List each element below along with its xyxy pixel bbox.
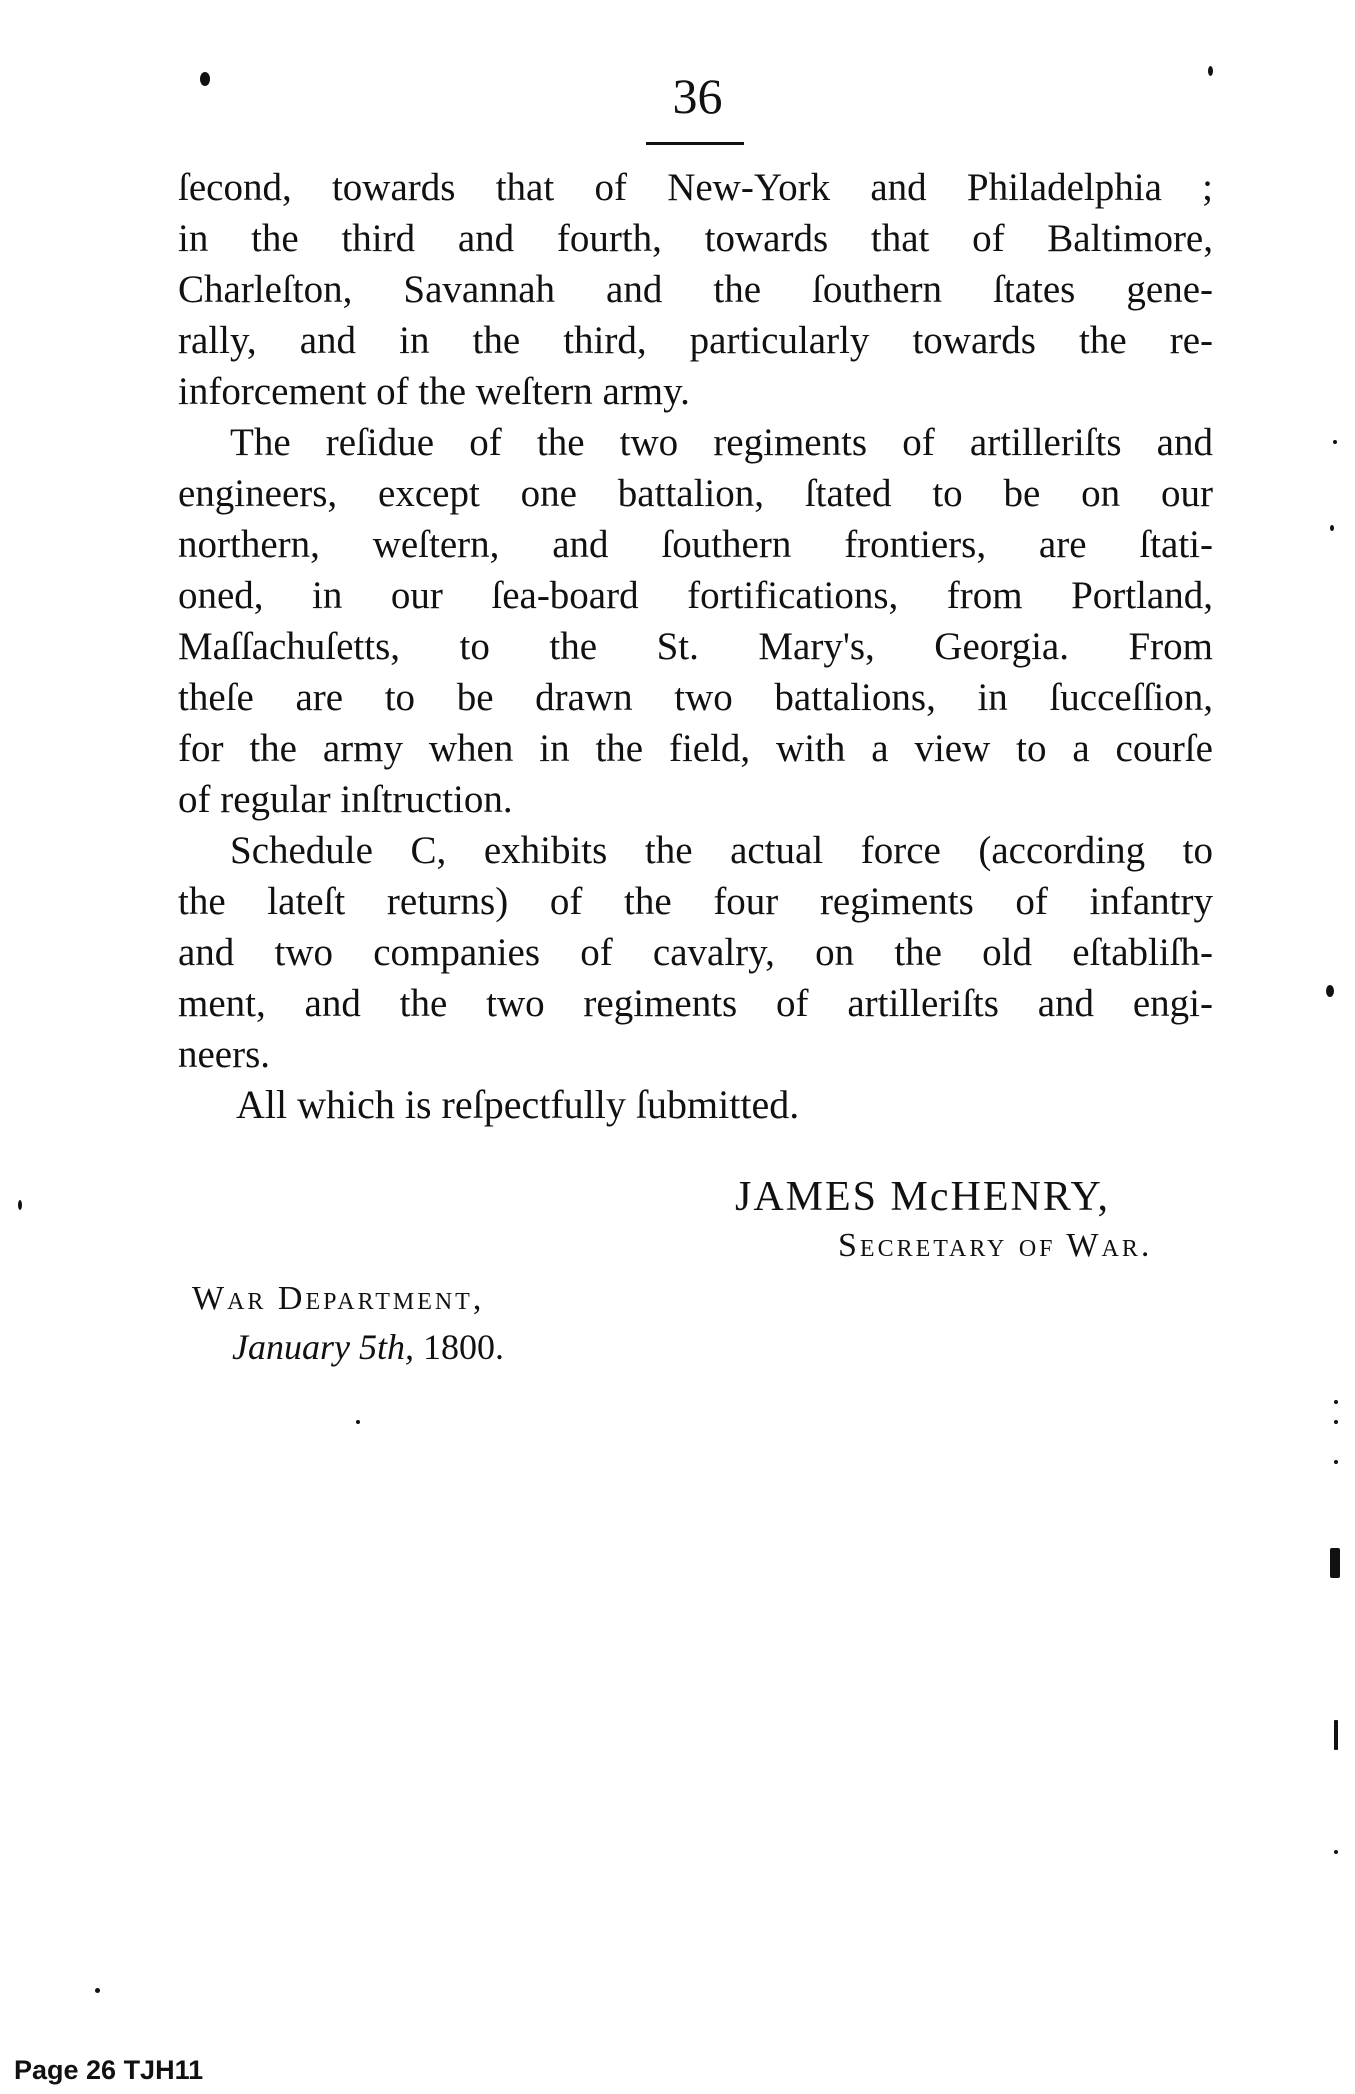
text-line: northern, weſtern, and ſouthern frontiers, are ſtati- xyxy=(178,523,1213,566)
text-line: rally, and in the third, particularly towards the re- xyxy=(178,319,1213,362)
scan-speck xyxy=(1330,525,1334,531)
dateline-department: War Department, xyxy=(192,1280,485,1317)
scan-speck xyxy=(1334,1850,1338,1854)
page-number-rule xyxy=(646,142,744,145)
text-line: and two companies of cavalry, on the old eſtabliſh- xyxy=(178,931,1213,974)
body-text xyxy=(178,162,1213,1080)
signature-title: Secretary of War. xyxy=(838,1227,1153,1264)
scan-speck xyxy=(18,1200,22,1210)
scan-speck xyxy=(1334,1420,1338,1424)
scan-speck xyxy=(1334,1400,1338,1404)
text-line: the lateſt returns) of the four regiments of infantry xyxy=(178,880,1213,923)
scan-speck xyxy=(95,1988,100,1993)
text-line: ment, and the two regiments of artilleriſts and engi- xyxy=(178,982,1213,1025)
text-line: Schedule C, exhibits the actual force (according to xyxy=(230,829,1213,872)
text-line: for the army when in the field, with a view to a courſe xyxy=(178,727,1213,770)
text-line: oned, in our ſea-board fortifications, from Portland, xyxy=(178,574,1213,617)
text-line: of regular inſtruction. xyxy=(178,778,513,821)
dateline-day: January 5th, xyxy=(232,1327,414,1367)
text-line: ſecond, towards that of New-York and Philadelphia ; xyxy=(178,166,1213,209)
paragraph-schedule xyxy=(178,825,1213,1080)
scan-speck xyxy=(1208,66,1213,76)
paragraph-residue xyxy=(178,417,1213,825)
text-line: Charleſton, Savannah and the ſouthern ſtates gene- xyxy=(178,268,1213,311)
dateline-date xyxy=(232,1324,504,1370)
paragraph-continued xyxy=(178,162,1213,417)
text-line: Maſſachuſetts, to the St. Mary's, Georgia. From xyxy=(178,625,1213,668)
text-line: engineers, except one battalion, ſtated to be on our xyxy=(178,472,1213,515)
scan-speck xyxy=(356,1420,360,1424)
scan-speck xyxy=(1333,440,1337,444)
text-line: in the third and fourth, towards that of Baltimore, xyxy=(178,217,1213,260)
text-line: inforcement of the weſtern army. xyxy=(178,370,690,413)
dateline-year: 1800. xyxy=(422,1327,504,1367)
closing-line: All which is reſpectfully ſubmitted. xyxy=(236,1082,800,1127)
scan-speck xyxy=(1334,1720,1338,1750)
page-footer-label: Page 26 TJH11 xyxy=(14,2055,204,2085)
text-line: theſe are to be drawn two battalions, in ſucceſſion, xyxy=(178,676,1213,719)
scan-speck xyxy=(1326,985,1334,997)
scan-speck xyxy=(200,72,210,86)
page-number: 36 xyxy=(672,68,723,124)
text-line: neers. xyxy=(178,1033,271,1076)
scan-edge-marks xyxy=(1334,1400,1340,1960)
text-line: The reſidue of the two regiments of artilleriſts and xyxy=(230,421,1213,464)
signature-name: JAMES McHENRY, xyxy=(735,1174,1110,1220)
scan-speck xyxy=(1334,1460,1338,1464)
